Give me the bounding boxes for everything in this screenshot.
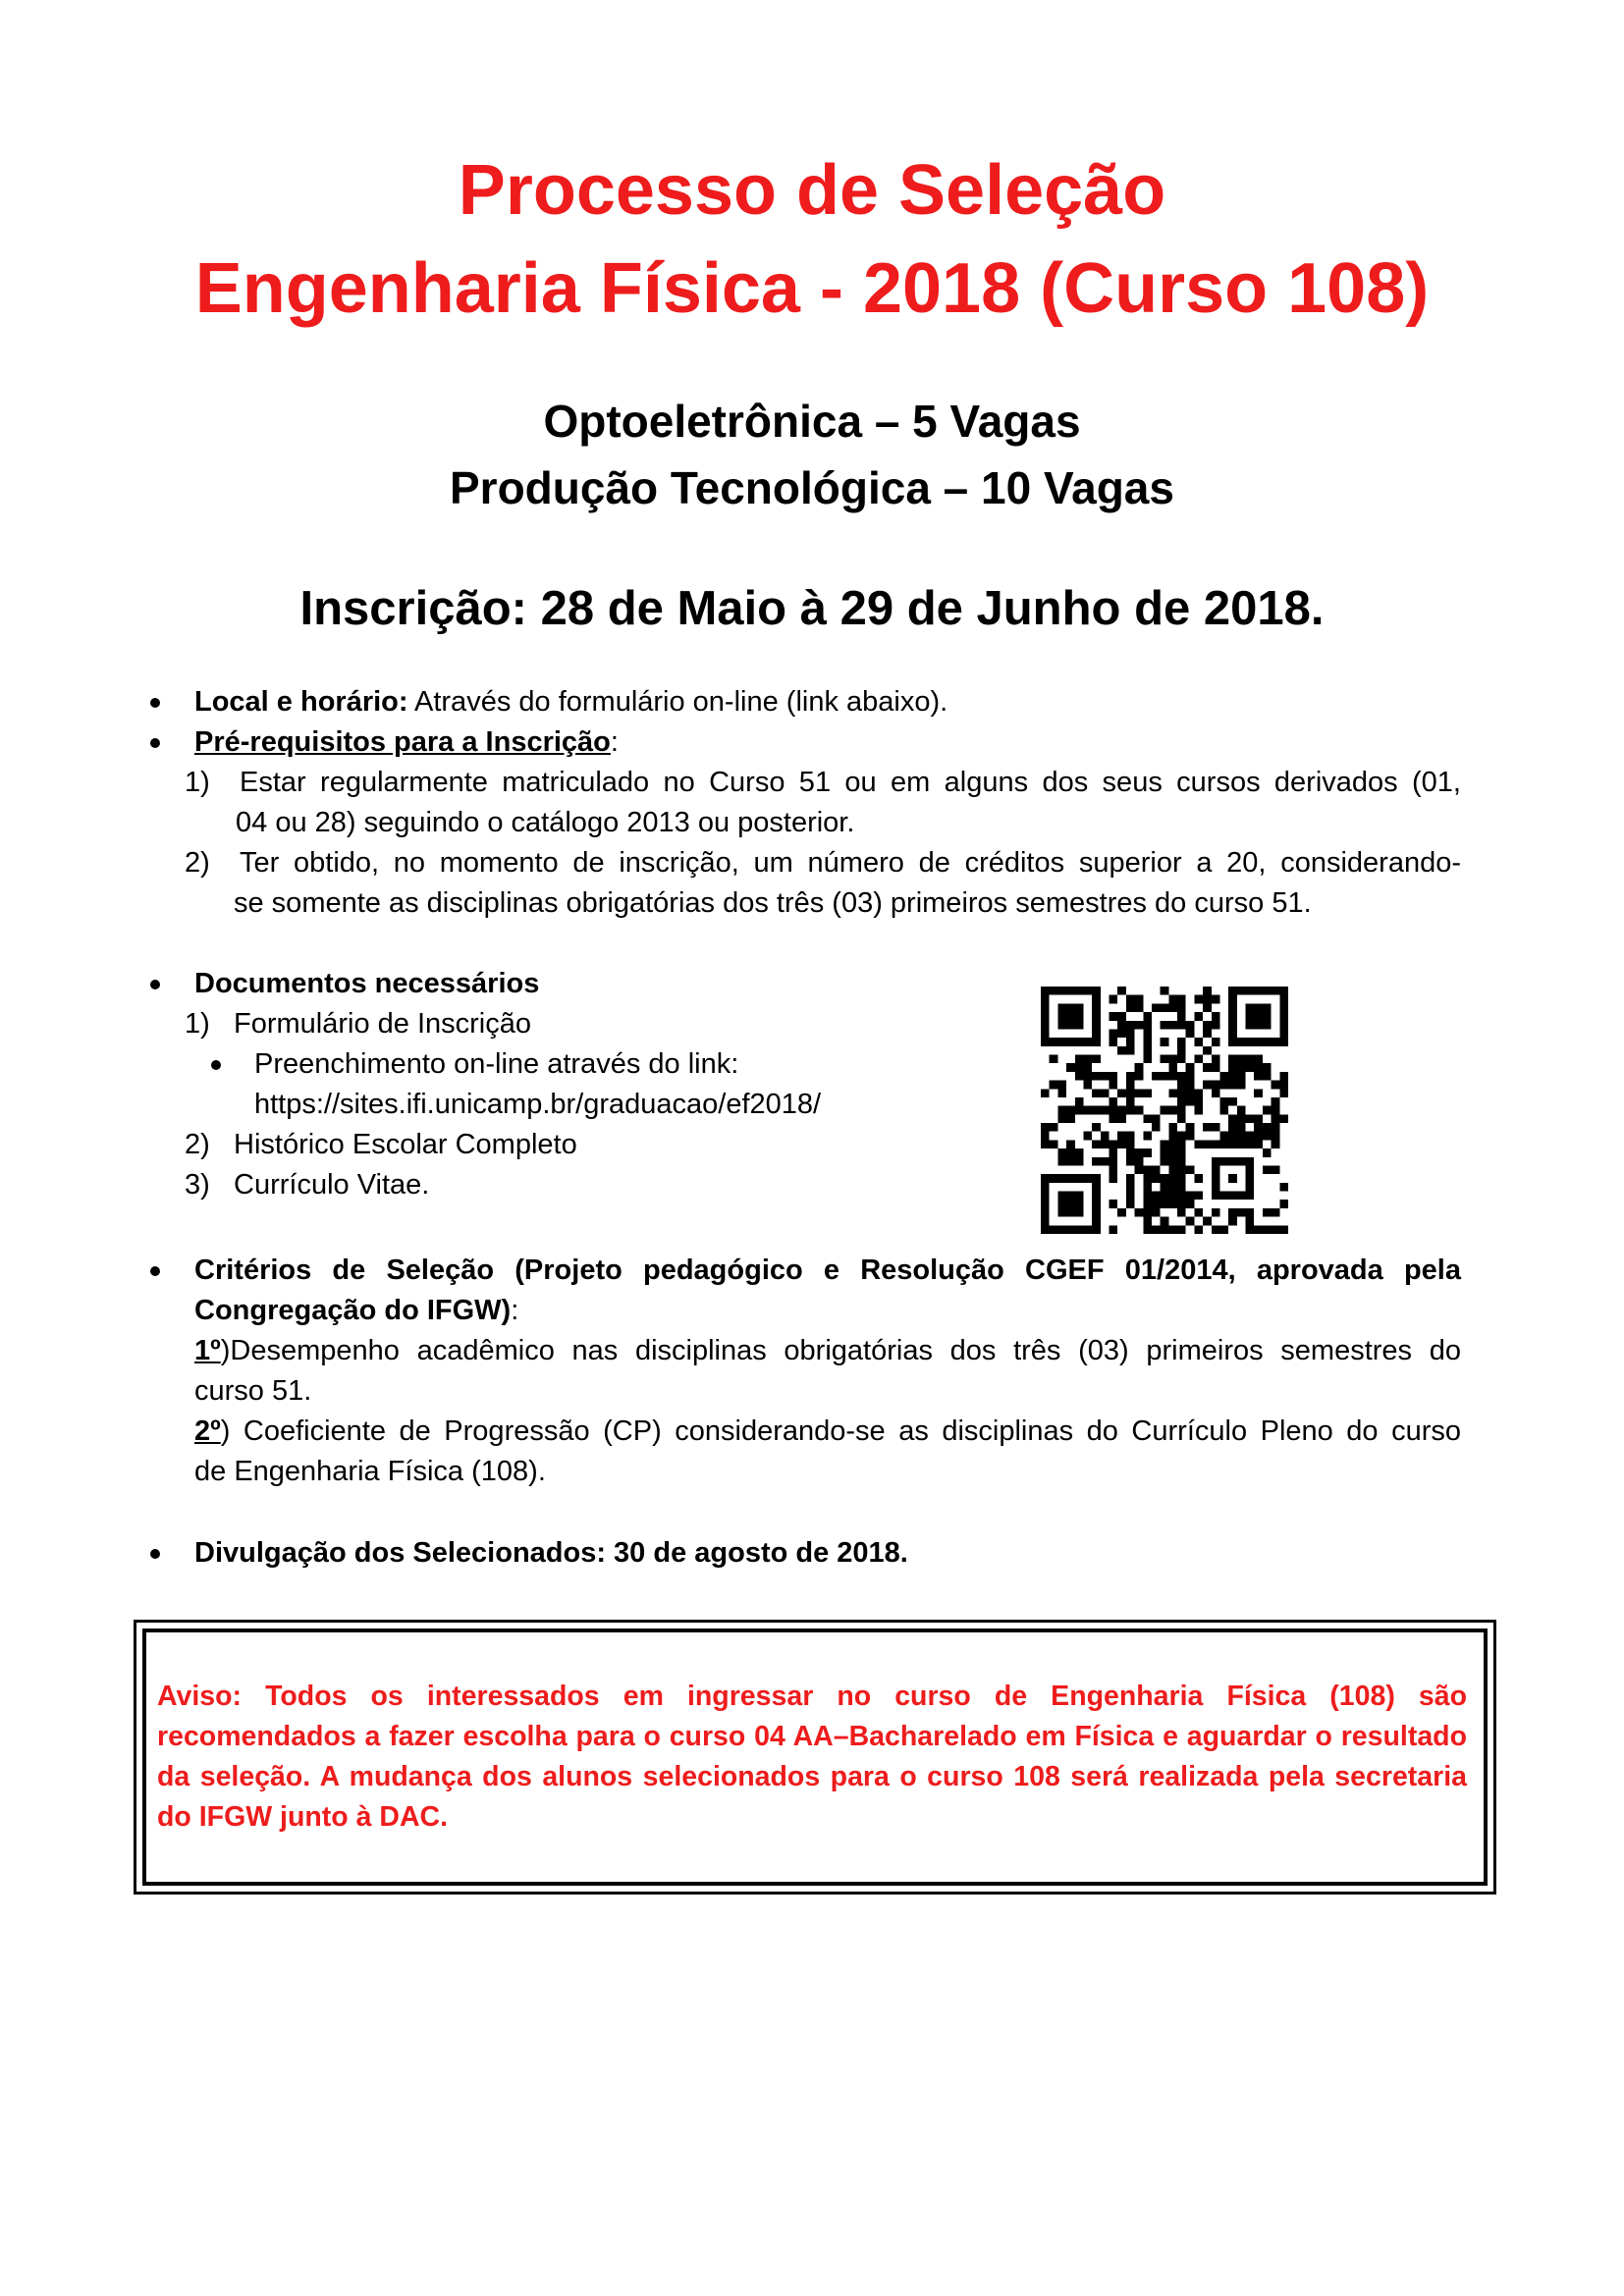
doc-1-number: 1)	[185, 1008, 210, 1040]
criterion-2-line-1	[194, 1412, 1461, 1452]
bullet-icon	[150, 1549, 160, 1559]
prereq-2-line-1: Ter obtido, no momento de inscrição, um número de créditos superior a 20, considerando-	[240, 847, 1461, 879]
criterion-2-ordinal: 2º	[194, 1415, 221, 1447]
notice-text: Aviso: Todos os interessados em ingressar no curso de Engenharia Física (108) são recomendados a fazer escolha para o curso 04 AA–Bacharelado em Física e aguardar o resultado da seleção. A mudança dos alunos selecionados para o curso 108 será realizada pela secretaria do IFGW junto à DAC.	[157, 1681, 1467, 1833]
criteria-label-line-2-wrap	[194, 1297, 518, 1325]
prerequisites-heading	[194, 728, 619, 757]
documents-label: Documentos necessários	[194, 968, 540, 999]
bullet-icon	[150, 980, 160, 989]
criterion-1-text: )Desempenho acadêmico nas disciplinas obrigatórias dos três (03) primeiros semestres do	[220, 1335, 1461, 1366]
registration-period: Inscrição: 28 de Maio à 29 de Junho de 2018.	[299, 582, 1325, 635]
prereq-2-line-2: se somente as disciplinas obrigatórias dos três (03) primeiros semestres do curso 51.	[234, 887, 1312, 919]
local-text: Através do formulário on-line (link abaixo).	[407, 686, 948, 718]
prereq-2-number: 2)	[185, 847, 210, 879]
vacancies-optoelectronics: Optoeletrônica – 5 Vagas	[543, 396, 1081, 447]
doc-3-text: Currículo Vitae.	[234, 1169, 430, 1201]
doc-1-sub-line-1: Preenchimento on-line através do link:	[254, 1048, 739, 1080]
criterion-1-line-1	[194, 1331, 1461, 1371]
criterion-2-line-2: de Engenharia Física (108).	[194, 1456, 546, 1487]
local-label: Local e horário:	[194, 686, 408, 718]
page-title-line-2: Engenharia Física - 2018 (Curso 108)	[194, 249, 1430, 328]
doc-1-sub-link[interactable]: https://sites.ifi.unicamp.br/graduacao/ef2018/	[254, 1089, 822, 1120]
doc-1-text: Formulário de Inscrição	[234, 1008, 531, 1040]
local-item	[194, 688, 947, 717]
prerequisites-label: Pré-requisitos para a Inscrição	[194, 726, 611, 758]
page-title-line-1: Processo de Seleção	[458, 151, 1166, 230]
announcement-date: Divulgação dos Selecionados: 30 de agosto de 2018.	[194, 1537, 908, 1569]
qr-code-icon[interactable]	[1041, 987, 1288, 1234]
bullet-icon	[150, 698, 160, 708]
criteria-label-line-1: Critérios de Seleção (Projeto pedagógico e Resolução CGEF 01/2014, aprovada pela	[194, 1255, 1461, 1286]
bullet-icon	[211, 1060, 221, 1070]
doc-2-number: 2)	[185, 1129, 210, 1160]
criteria-colon: :	[511, 1295, 519, 1326]
prereq-1-number: 1)	[185, 767, 210, 798]
criterion-2-text: ) Coeficiente de Progressão (CP) considerando-se as disciplinas do Currículo Pleno do curso	[220, 1415, 1461, 1447]
bullet-icon	[150, 1266, 160, 1276]
vacancies-technological-production: Produção Tecnológica – 10 Vagas	[450, 462, 1174, 513]
criteria-label-line-2: Congregação do IFGW)	[194, 1295, 512, 1326]
doc-3-number: 3)	[185, 1169, 210, 1201]
prereq-1-line-1: Estar regularmente matriculado no Curso 51 ou em alguns dos seus cursos derivados (01,	[240, 767, 1461, 798]
criterion-1-line-2: curso 51.	[194, 1375, 312, 1407]
criterion-1-ordinal: 1º	[194, 1335, 221, 1366]
prereq-1-line-2: 04 ou 28) seguindo o catálogo 2013 ou posterior.	[236, 807, 855, 838]
doc-2-text: Histórico Escolar Completo	[234, 1129, 577, 1160]
bullet-icon	[150, 738, 160, 748]
prerequisites-colon: :	[610, 726, 619, 758]
